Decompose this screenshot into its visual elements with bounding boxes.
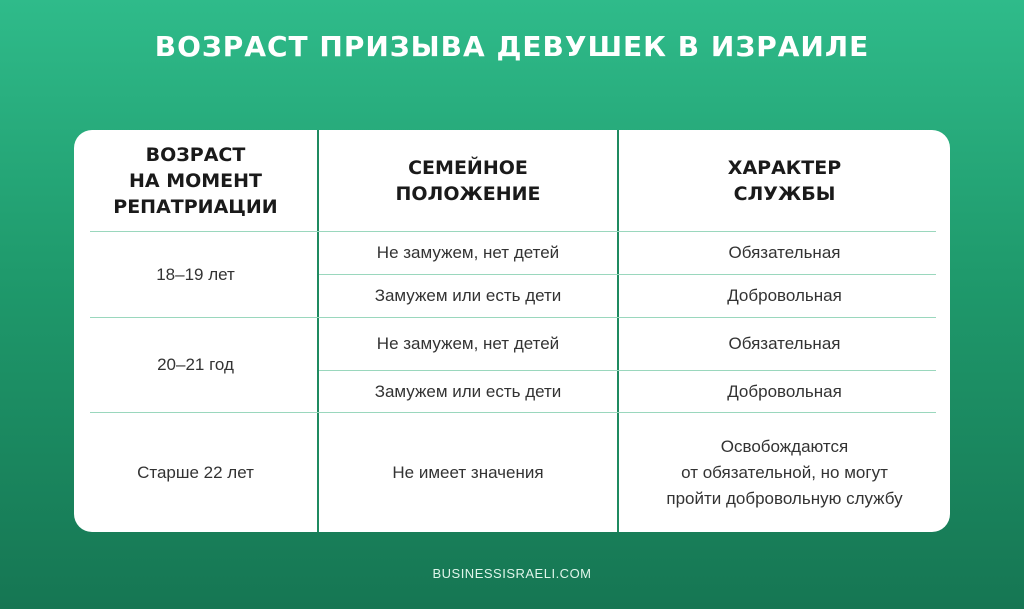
header-service-line: СЛУЖБЫ [733,182,836,205]
age-cell: Старше 22 лет [137,462,254,482]
service-cell: Добровольная [727,381,842,401]
header-service-line: ХАРАКТЕР [727,156,842,179]
header-service-type [619,130,950,231]
family-cell: Замужем или есть дети [374,381,562,401]
header-family-line: ПОЛОЖЕНИЕ [395,182,541,205]
conscription-table [74,130,950,532]
header-family-line: СЕМЕЙНОЕ [408,156,528,179]
header-age-line: НА МОМЕНТ [128,169,263,192]
service-cell [619,413,950,532]
family-cell: Не имеет значения [392,462,544,482]
service-line: Освобождаются [720,436,849,456]
header-age-line: РЕПАТРИАЦИИ [113,195,278,218]
footer-site-link[interactable]: BUSINESSISRAELI.COM [432,566,592,581]
service-cell: Добровольная [727,286,842,305]
service-cell: Обязательная [728,334,841,353]
age-cell: 18–19 лет [156,264,235,284]
service-cell: Обязательная [728,243,841,262]
header-age-line: ВОЗРАСТ [145,143,246,166]
family-cell: Замужем или есть дети [374,286,562,305]
service-line: от обязательной, но могут [681,462,888,482]
service-line: пройти добровольную службу [666,488,903,508]
page-title: ВОЗРАСТ ПРИЗЫВА ДЕВУШЕК В ИЗРАИЛЕ [154,30,870,63]
family-cell: Не замужем, нет детей [376,334,560,353]
family-cell: Не замужем, нет детей [376,243,560,262]
header-family-status [319,130,617,231]
age-cell: 20–21 год [157,355,234,374]
header-age [74,130,317,231]
